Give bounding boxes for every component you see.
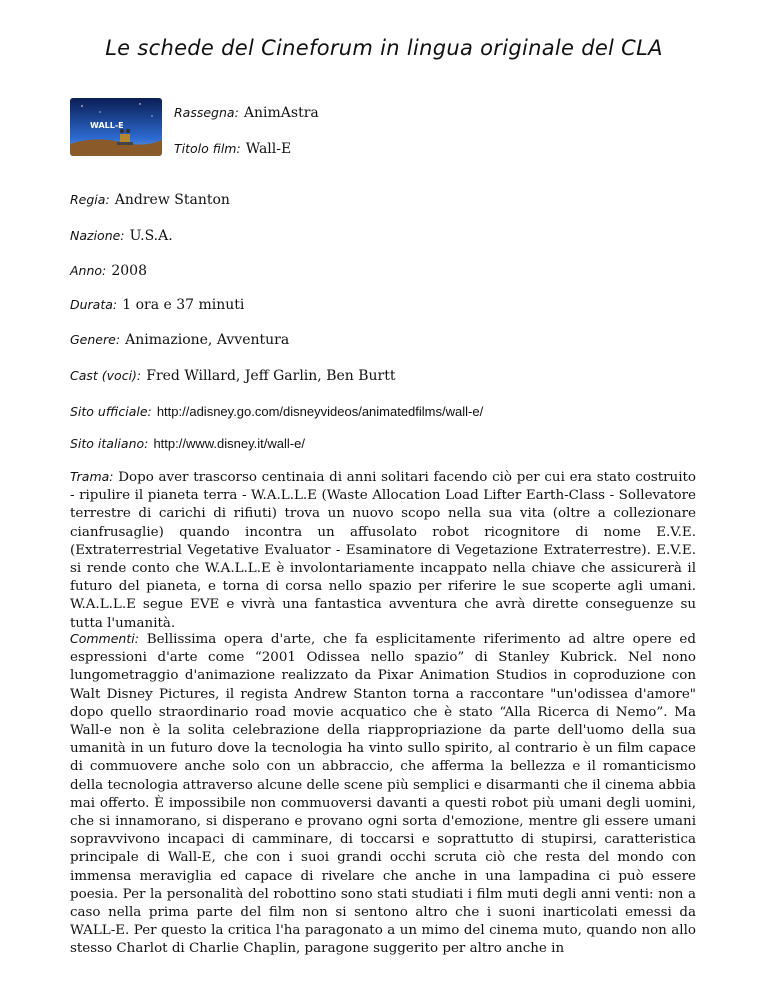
field-rassegna [174,102,319,121]
commenti-label: Commenti: [70,631,139,646]
trama-text: Dopo aver trascorso centinaia di anni solitari facendo ciò per cui era stato costruito - ripulire il pianeta terra - W.A.L.L.E (Waste Allocation Load Lifter Earth-Class - Sollevatore terrestre di carichi di rifiuti) trova un nuovo scopo nella sua vita (oltre a collezionare cianfrusaglie) quando incontra un affusolato robot ricognitore di nome E.V.E. (Extraterrestrial Vegetative Evaluator - Esaminatore di Vegetazione Extraterrestre). E.V.E. si rende conto che W.A.L.L.E è involontariamente incappato nella chiave che assicurerà il futuro del pianeta, e torna di corsa nello spazio per riferire le sue scoperte agli umani. W.A.L.L.E segue EVE e vivrà una fantastica avventura che avrà dirette conseguenze su tutta l'umanità. [70,470,696,631]
field-value: 1 ora e 37 minuti [122,297,245,313]
field-label: Regia: [70,192,110,207]
field-label: Durata: [70,297,118,312]
film-poster [70,98,162,156]
field-label: Genere: [70,332,121,347]
trama-label: Trama: [70,469,114,484]
field-label: Sito italiano: [70,436,149,451]
official-site-link[interactable]: http://adisney.go.com/disneyvideos/animatedfilms/wall-e/ [156,404,484,419]
field-genere [70,329,289,348]
page-title: Le schede del Cineforum in lingua originale del CLA [105,36,663,60]
field-regia [70,189,230,208]
trama-paragraph [70,468,696,633]
poster-image [70,98,162,156]
field-label: Anno: [70,263,107,278]
commenti-paragraph [70,630,696,959]
field-sito-ufficiale [70,401,483,420]
field-cast [70,365,396,384]
field-value: Animazione, Avventura [125,332,290,348]
field-value: Wall-E [245,141,292,157]
field-value: AnimAstra [243,105,319,121]
field-label: Sito ufficiale: [70,404,152,419]
field-value: Fred Willard, Jeff Garlin, Ben Burtt [146,368,396,384]
field-sito-italiano [70,433,305,452]
field-nazione [70,225,173,244]
field-anno [70,260,147,279]
commenti-text: Bellissima opera d'arte, che fa esplicitamente riferimento ad altre opere ed espressioni d'arte come “2001 Odissea nello spazio” di Stanley Kubrick. Nel nono lungometraggio d'animazione realizzato da Pixar Animation Studios in coproduzione con Walt Disney Pictures, il regista Andrew Stanton torna a raccontare "un'odissea d'amore" dopo quello straordinario road movie acquatico che è stato “Alla Ricerca di Nemo”. Ma Wall-e non è la solita celebrazione della riappropriazione da parte dell'uomo della sua umanità in un futuro dove la tecnologia ha vinto sullo spirito, al contrario è un film capace di commuovere anche solo con un abbraccio, che afferma la bellezza e il romanticismo della tecnologia attraverso alcune delle scene più semplici e disarmanti che il cinema abbia mai offerto. È impossibile non commuoversi davanti a questi robot più umani degli uomini, che si innamorano, si disperano e provano ogni sorta d'emozione, mentre gli essere umani sopravvivono incapaci di camminare, di toccarsi e soprattutto di stupirsi, caratteristica principale di Wall-E, che con i suoi grandi occhi scruta ciò che resta del mondo con immensa meraviglia ed capace di rivelare che anche in una lampadina ci può essere poesia. Per la personalità del robottino sono stati studiati i film muti degli anni venti: non a caso nella prima parte del film non si sentono altro che i suoni inarticolati emessi da WALL-E. Per questo la critica l'ha paragonato a un mimo del cinema muto, quando non allo stesso Charlot di Charlie Chaplin, paragone suggerito per altro anche in [70,632,696,957]
poster-caption: WALL-E [90,121,124,130]
field-label: Rassegna: [174,105,239,120]
field-label: Nazione: [70,228,125,243]
field-durata [70,294,244,313]
field-titolo [174,138,291,157]
field-value: Andrew Stanton [114,192,230,208]
field-value: U.S.A. [129,228,173,244]
field-label: Titolo film: [174,141,241,156]
field-value: 2008 [111,263,147,279]
field-label: Cast (voci): [70,368,142,383]
italian-site-link[interactable]: http://www.disney.it/wall-e/ [153,436,305,451]
